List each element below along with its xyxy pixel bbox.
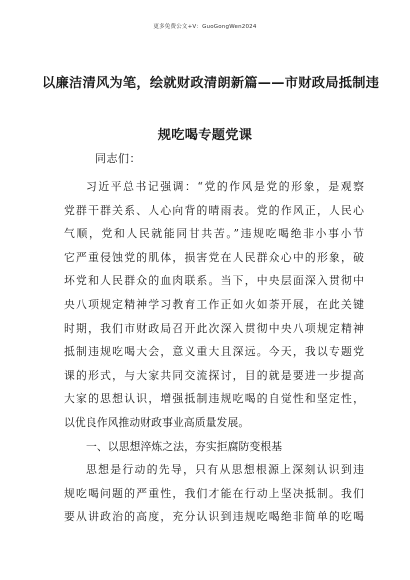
document-title-line-2: 规吃喝专题党课: [157, 128, 253, 143]
body-line: 它严重侵蚀党的肌体，损害党在人民群众心中的形象，破: [64, 250, 364, 264]
body-line: 大家的思想认识，增强抵制违规吃喝的自觉性和坚定性，: [64, 392, 364, 406]
body-line: 气顺，党和人民就能同甘共苦。”违规吃喝绝非小事小节: [64, 227, 364, 241]
document-title-line-1: 以廉洁清风为笔，绘就财政清朗新篇——市财政局抵制违: [42, 76, 380, 91]
salutation: 同志们：: [95, 152, 141, 165]
body-line: 以优良作风推动财政事业高质量发展。: [64, 415, 250, 429]
body-line: 时期，我们市财政局召开此次深入贯彻中央八项规定精神: [64, 321, 364, 335]
section-heading: 一、以思想淬炼之法，夯实拒腐防变根基: [86, 439, 283, 453]
body-line: 思想是行动的先导，只有从思想根源上深刻认识到违: [86, 463, 364, 477]
body-line: 习近平总书记强调：“党的作风是党的形象，是观察: [86, 180, 364, 193]
body-line: 课的形式，与大家共同交流探讨，目的就是要进一步提高: [64, 368, 364, 382]
header-note: 更多免费公文+V：GuoGongWen2024: [153, 24, 257, 30]
body-line: 党群干群关系、人心向背的晴雨表。党的作风正，人民心: [64, 203, 364, 217]
body-line: 规吃喝问题的严重性，我们才能在行动上坚决抵制。我们: [64, 486, 364, 500]
body-line: 抵制违规吃喝大会，意义重大且深远。今天，我以专题党: [64, 345, 364, 359]
body-text: [64, 175, 364, 529]
body-line: 要从讲政治的高度，充分认识到违规吃喝绝非简单的吃喝: [64, 510, 364, 524]
body-line: 坏党和人民群众的血肉联系。当下，中央层面深入贯彻中: [64, 274, 364, 288]
body-line: 央八项规定精神学习教育工作正如火如荼开展，在此关键: [64, 297, 364, 311]
